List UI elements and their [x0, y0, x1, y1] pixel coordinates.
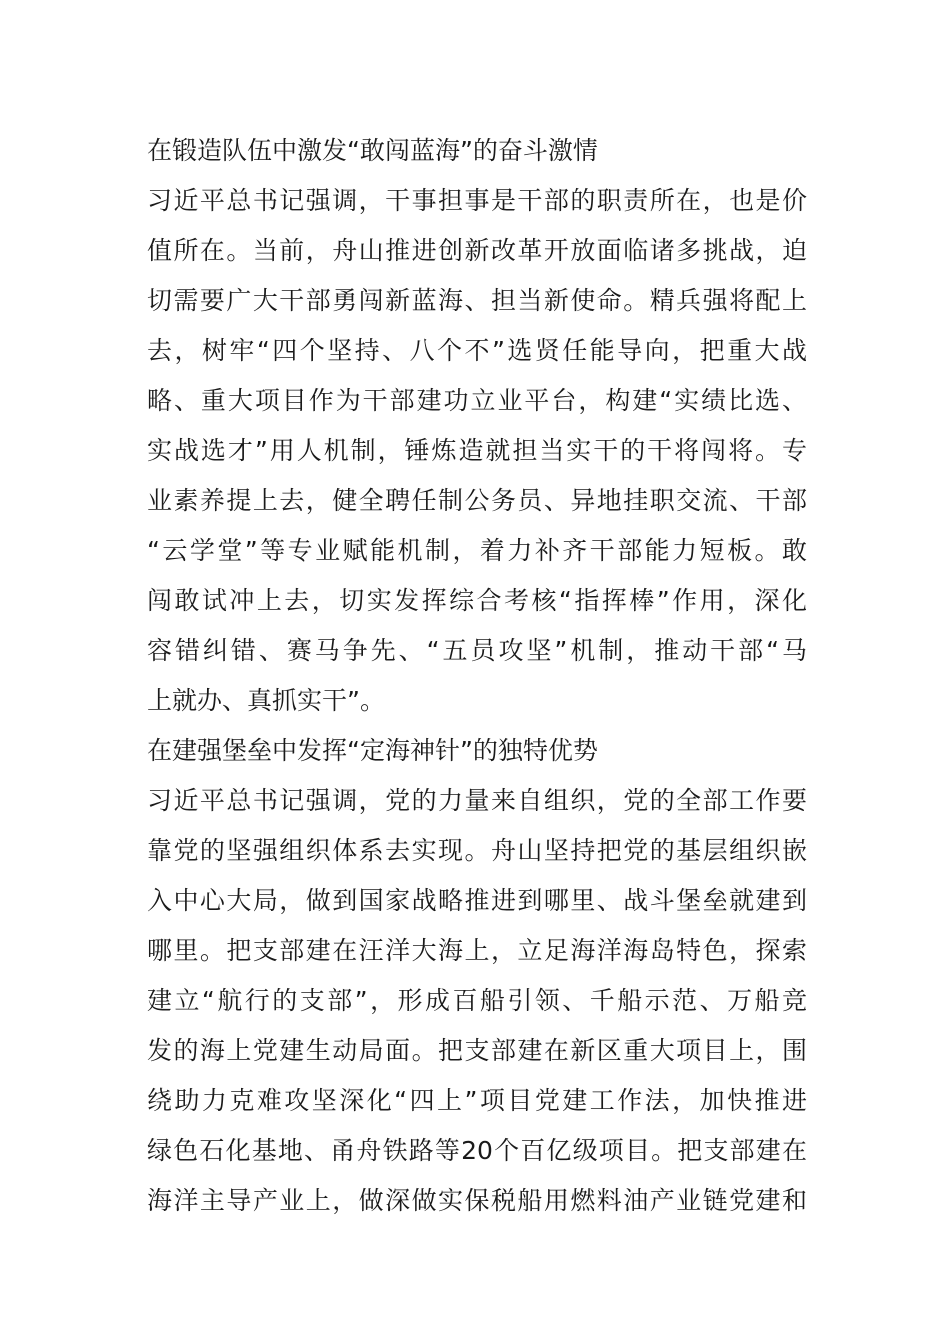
- document-body: [147, 126, 807, 1226]
- paragraph-line: 入中心大局，做到国家战略推进到哪里、战斗堡垒就建到: [147, 886, 807, 915]
- section-paragraph-2: [147, 776, 807, 1226]
- section-paragraph-1: [147, 176, 807, 726]
- paragraph-line: 哪里。把支部建在汪洋大海上，立足海洋海岛特色，探索: [147, 936, 807, 965]
- paragraph-line: 习近平总书记强调，干事担事是干部的职责所在，也是价: [147, 186, 807, 215]
- paragraph-line: 习近平总书记强调，党的力量来自组织，党的全部工作要: [147, 786, 807, 815]
- paragraph-line: 去，树牢“四个坚持、八个不”选贤任能导向，把重大战: [147, 336, 807, 365]
- section-heading-1: 在锻造队伍中激发“敢闯蓝海”的奋斗激情: [147, 136, 598, 165]
- paragraph-line: 切需要广大干部勇闯新蓝海、担当新使命。精兵强将配上: [147, 286, 807, 315]
- paragraph-line: 绕助力克难攻坚深化“四上”项目党建工作法，加快推进: [147, 1086, 807, 1115]
- paragraph-line: 海洋主导产业上，做深做实保税船用燃料油产业链党建和: [147, 1186, 807, 1215]
- paragraph-line: 靠党的坚强组织体系去实现。舟山坚持把党的基层组织嵌: [147, 836, 807, 865]
- paragraph-line: 实战选才”用人机制，锤炼造就担当实干的干将闯将。专: [147, 436, 807, 465]
- paragraph-line: 上就办、真抓实干”。: [147, 686, 385, 715]
- paragraph-line: 绿色石化基地、甬舟铁路等20个百亿级项目。把支部建在: [147, 1136, 807, 1165]
- paragraph-line: 值所在。当前，舟山推进创新改革开放面临诸多挑战，迫: [147, 236, 807, 265]
- paragraph-line: 业素养提上去，健全聘任制公务员、异地挂职交流、干部: [147, 486, 807, 515]
- paragraph-line: 闯敢试冲上去，切实发挥综合考核“指挥棒”作用，深化: [147, 586, 807, 615]
- section-heading-2: 在建强堡垒中发挥“定海神针”的独特优势: [147, 736, 598, 765]
- paragraph-line: 发的海上党建生动局面。把支部建在新区重大项目上，围: [147, 1036, 807, 1065]
- paragraph-line: “云学堂”等专业赋能机制，着力补齐干部能力短板。敢: [147, 536, 807, 565]
- paragraph-line: 略、重大项目作为干部建功立业平台，构建“实绩比选、: [147, 386, 807, 415]
- paragraph-line: 容错纠错、赛马争先、“五员攻坚”机制，推动干部“马: [147, 636, 807, 665]
- paragraph-line: 建立“航行的支部”，形成百船引领、千船示范、万船竞: [147, 986, 807, 1015]
